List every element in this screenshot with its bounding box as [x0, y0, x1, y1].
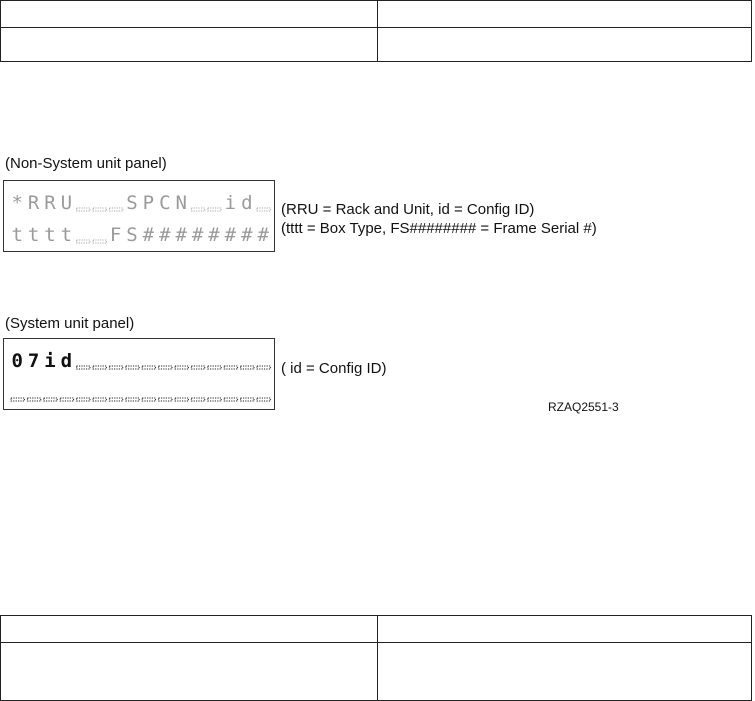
lcd-character: d	[241, 192, 253, 214]
lcd-blank-cell	[241, 366, 254, 369]
top-table-cell	[378, 28, 752, 62]
lcd-blank-cell	[142, 366, 155, 369]
lcd-blank-cell	[208, 366, 221, 369]
lcd-character: C	[159, 192, 171, 214]
non-system-lcd	[4, 181, 274, 251]
lcd-blank-cell	[257, 398, 270, 401]
lcd-character: R	[27, 192, 40, 214]
non-system-panel-display	[3, 180, 275, 252]
top-table-cell	[1, 1, 378, 28]
bottom-table	[0, 615, 752, 701]
lcd-blank-cell	[191, 366, 204, 369]
lcd-blank-cell	[109, 398, 122, 401]
lcd-character: 0	[11, 350, 23, 372]
lcd-character: #	[224, 224, 237, 246]
bottom-table-cell	[1, 616, 378, 643]
bottom-table-header-row	[1, 616, 752, 643]
lcd-blank-cell	[257, 208, 270, 211]
bottom-table-cell	[378, 643, 752, 701]
lcd-blank-cell	[159, 366, 172, 369]
lcd-blank-cell	[208, 208, 221, 211]
lcd-character: F	[109, 224, 122, 246]
lcd-character: R	[44, 192, 56, 214]
lcd-blank-cell	[27, 398, 40, 401]
lcd-character: P	[142, 192, 155, 214]
bottom-table-cell	[378, 616, 752, 643]
lcd-blank-cell	[93, 240, 106, 243]
lcd-character: #	[257, 224, 269, 246]
lcd-character: t	[60, 224, 73, 246]
lcd-character: *	[11, 192, 23, 214]
lcd-character: S	[126, 224, 138, 246]
lcd-blank-cell	[93, 398, 106, 401]
figure-reference-id: RZAQ2551-3	[548, 400, 619, 414]
lcd-character: d	[60, 350, 73, 372]
lcd-blank-cell	[109, 366, 122, 369]
lcd-character: #	[208, 224, 220, 246]
system-panel-note-1: ( id = Config ID)	[281, 360, 387, 377]
non-system-panel-note-2: (tttt = Box Type, FS######## = Frame Serial #)	[281, 220, 597, 237]
lcd-character: S	[126, 192, 138, 214]
lcd-blank-cell	[126, 398, 139, 401]
lcd-blank-cell	[142, 398, 155, 401]
lcd-character: 7	[27, 350, 40, 372]
lcd-character: i	[44, 350, 56, 372]
lcd-character: #	[142, 224, 155, 246]
lcd-character: t	[44, 224, 56, 246]
lcd-character: t	[27, 224, 40, 246]
top-table-header-row	[1, 1, 752, 28]
lcd-blank-cell	[11, 398, 24, 401]
non-system-panel-caption: (Non-System unit panel)	[5, 155, 167, 172]
top-table-cell	[378, 1, 752, 28]
lcd-blank-cell	[77, 208, 90, 211]
lcd-blank-cell	[257, 366, 270, 369]
lcd-blank-cell	[159, 398, 172, 401]
lcd-blank-cell	[191, 208, 204, 211]
lcd-blank-cell	[44, 398, 57, 401]
lcd-blank-cell	[224, 398, 237, 401]
lcd-character: t	[11, 224, 23, 246]
lcd-blank-cell	[224, 366, 237, 369]
lcd-blank-cell	[208, 398, 221, 401]
lcd-blank-cell	[109, 208, 122, 211]
system-lcd	[4, 339, 274, 409]
top-table-row	[1, 28, 752, 62]
lcd-character: #	[159, 224, 171, 246]
lcd-blank-cell	[93, 366, 106, 369]
lcd-character: i	[224, 192, 237, 214]
lcd-blank-cell	[175, 398, 188, 401]
lcd-blank-cell	[126, 366, 139, 369]
lcd-blank-cell	[191, 398, 204, 401]
bottom-table-cell	[1, 643, 378, 701]
lcd-blank-cell	[93, 208, 106, 211]
lcd-character: #	[175, 224, 187, 246]
lcd-blank-cell	[77, 240, 90, 243]
non-system-panel-note-1: (RRU = Rack and Unit, id = Config ID)	[281, 201, 535, 218]
lcd-character: U	[60, 192, 73, 214]
lcd-blank-cell	[175, 366, 188, 369]
lcd-blank-cell	[60, 398, 73, 401]
system-panel-display	[3, 338, 275, 410]
bottom-table-row	[1, 643, 752, 701]
lcd-character: #	[241, 224, 253, 246]
top-table-cell	[1, 28, 378, 62]
lcd-blank-cell	[77, 398, 90, 401]
lcd-character: #	[191, 224, 204, 246]
lcd-character: N	[175, 192, 187, 214]
lcd-blank-cell	[77, 366, 90, 369]
lcd-blank-cell	[241, 398, 254, 401]
system-panel-caption: (System unit panel)	[5, 315, 135, 332]
top-table	[0, 0, 752, 62]
